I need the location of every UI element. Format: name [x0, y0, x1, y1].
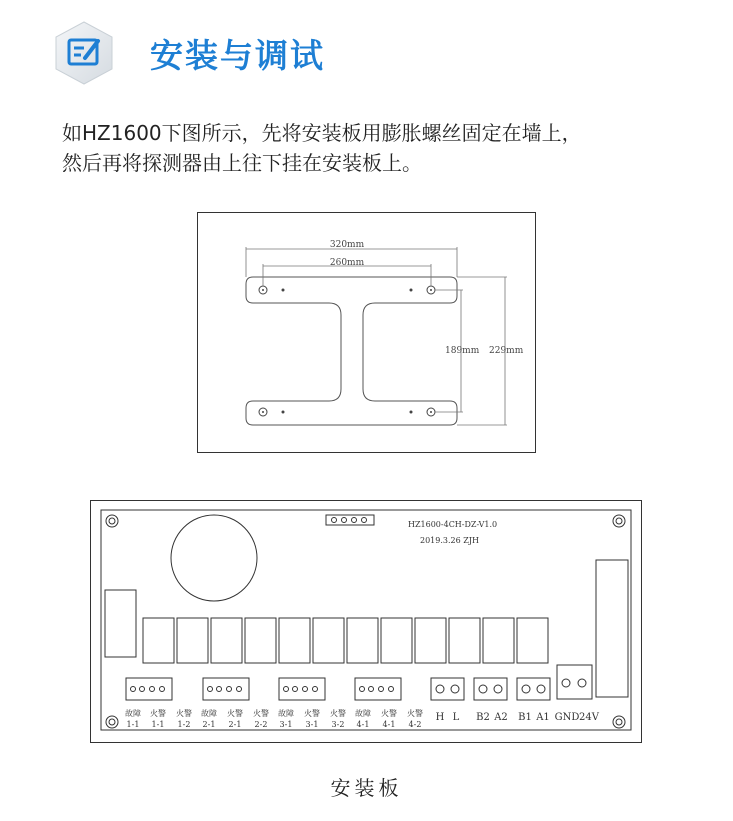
intro-paragraph: [62, 118, 702, 178]
channel-label-3-top: 火警: [176, 709, 192, 718]
intro-line-1: 如HZ1600下图所示，先将安装板用膨胀螺丝固定在墙上，: [62, 121, 582, 145]
channel-label-1-bottom: 1-1: [126, 720, 140, 729]
channel-label-11-bottom: 4-1: [382, 720, 396, 729]
channel-label-8-top: 火警: [304, 709, 320, 718]
bus-label-h: H: [435, 712, 445, 723]
board-date-text: 2019.3.26 ZJH: [420, 536, 479, 545]
channel-label-3-bottom: 1-2: [177, 720, 191, 729]
channel-label-11-top: 火警: [381, 709, 397, 718]
channel-label-4-bottom: 2-1: [202, 720, 216, 729]
intro-line-2: 然后再将探测器由上往下挂在安装板上。: [62, 151, 422, 175]
channel-label-10-top: 故障: [355, 709, 371, 718]
bus-label-l: L: [452, 712, 460, 723]
channel-label-8-bottom: 3-1: [305, 720, 319, 729]
channel-label-5-top: 火警: [227, 709, 243, 718]
bus-label-a1: A1: [536, 712, 550, 723]
bus-label-b2: B2: [476, 712, 490, 723]
channel-label-7-top: 故障: [278, 709, 294, 718]
channel-label-12-top: 火警: [407, 709, 423, 718]
channel-label-6-top: 火警: [253, 709, 269, 718]
edit-note-icon: [51, 20, 117, 86]
bus-label-a2: A2: [494, 712, 508, 723]
bus-label-24v: 24V: [579, 712, 599, 723]
channel-label-9-top: 火警: [330, 709, 346, 718]
page-title: 安装与调试: [150, 36, 325, 75]
dim-inner-height: 189mm: [445, 346, 480, 356]
channel-label-2-bottom: 1-1: [151, 720, 165, 729]
channel-label-9-bottom: 3-2: [331, 720, 345, 729]
channel-label-1-top: 故障: [125, 709, 141, 718]
bus-label-gnd: GND: [554, 712, 580, 723]
channel-label-6-bottom: 2-2: [254, 720, 268, 729]
channel-label-2-top: 火警: [150, 709, 166, 718]
dim-outer-width: 320mm: [329, 240, 365, 250]
figure-caption: 安装板: [330, 776, 403, 800]
bus-label-b1: B1: [518, 712, 532, 723]
dim-outer-height: 229mm: [489, 346, 524, 356]
channel-label-12-bottom: 4-2: [408, 720, 422, 729]
channel-label-5-bottom: 2-1: [228, 720, 242, 729]
dim-inner-width: 260mm: [329, 258, 365, 268]
mount-plate-drawing: [197, 212, 537, 458]
channel-label-7-bottom: 3-1: [279, 720, 293, 729]
channel-label-4-top: 故障: [201, 709, 217, 718]
mount-board-drawing: [90, 500, 643, 748]
board-model-text: HZ1600-4CH-DZ-V1.0: [408, 520, 498, 529]
channel-label-10-bottom: 4-1: [356, 720, 370, 729]
